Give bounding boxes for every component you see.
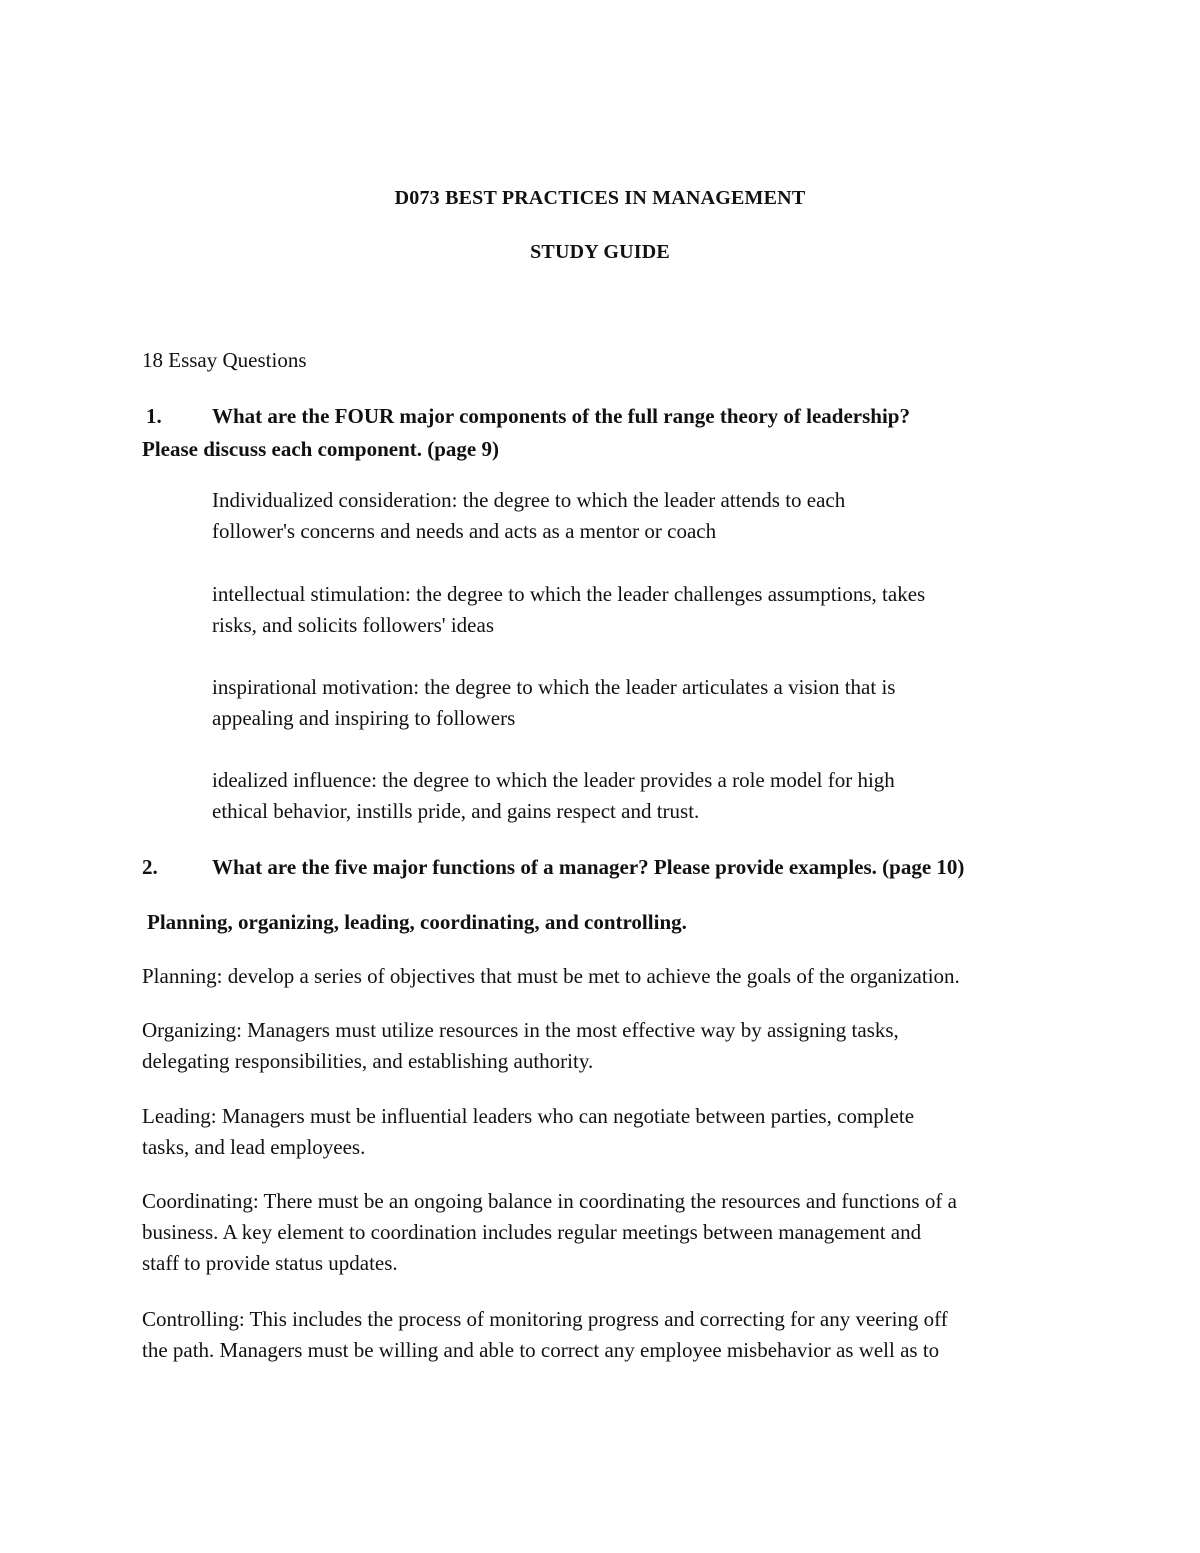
question-number: 2. (142, 855, 158, 879)
question-text-line: Please discuss each component. (page 9) (142, 437, 499, 461)
answer-line: Individualized consideration: the degree to which the leader attends to each (212, 488, 846, 512)
answer-line: business. A key element to coordination includes regular meetings between management and (142, 1220, 922, 1244)
answer-line: Controlling: This includes the process of monitoring progress and correcting for any veering off (142, 1307, 948, 1331)
answer-summary: Planning, organizing, leading, coordinating, and controlling. (147, 910, 687, 934)
answer-line: idealized influence: the degree to which the leader provides a role model for high (212, 768, 895, 792)
document-subtitle: STUDY GUIDE (530, 241, 670, 263)
question-number: 1. (146, 404, 162, 428)
answer-line: Planning: develop a series of objectives that must be met to achieve the goals of the organization. (142, 964, 960, 988)
answer-line: follower's concerns and needs and acts as a mentor or coach (212, 519, 717, 543)
answer-line: inspirational motivation: the degree to which the leader articulates a vision that is (212, 675, 896, 699)
answer-line: the path. Managers must be willing and able to correct any employee misbehavior as well as to (142, 1338, 940, 1362)
answer-line: staff to provide status updates. (142, 1251, 398, 1275)
answer-line: intellectual stimulation: the degree to which the leader challenges assumptions, takes (212, 582, 926, 606)
answer-line: Organizing: Managers must utilize resources in the most effective way by assigning tasks, (142, 1018, 899, 1042)
question-text-line: What are the five major functions of a manager? Please provide examples. (page 10) (212, 855, 965, 879)
document-title: D073 BEST PRACTICES IN MANAGEMENT (394, 187, 806, 209)
answer-line: tasks, and lead employees. (142, 1135, 366, 1159)
question-text-line: What are the FOUR major components of the full range theory of leadership? (212, 404, 910, 428)
answer-line: Coordinating: There must be an ongoing balance in coordinating the resources and functions of a (142, 1189, 957, 1213)
intro-text: 18 Essay Questions (142, 348, 307, 372)
answer-line: risks, and solicits followers' ideas (212, 613, 494, 637)
answer-line: delegating responsibilities, and establishing authority. (142, 1049, 594, 1073)
answer-line: appealing and inspiring to followers (212, 706, 516, 730)
answer-line: ethical behavior, instills pride, and gains respect and trust. (212, 799, 700, 823)
answer-line: Leading: Managers must be influential leaders who can negotiate between parties, complete (142, 1104, 915, 1128)
